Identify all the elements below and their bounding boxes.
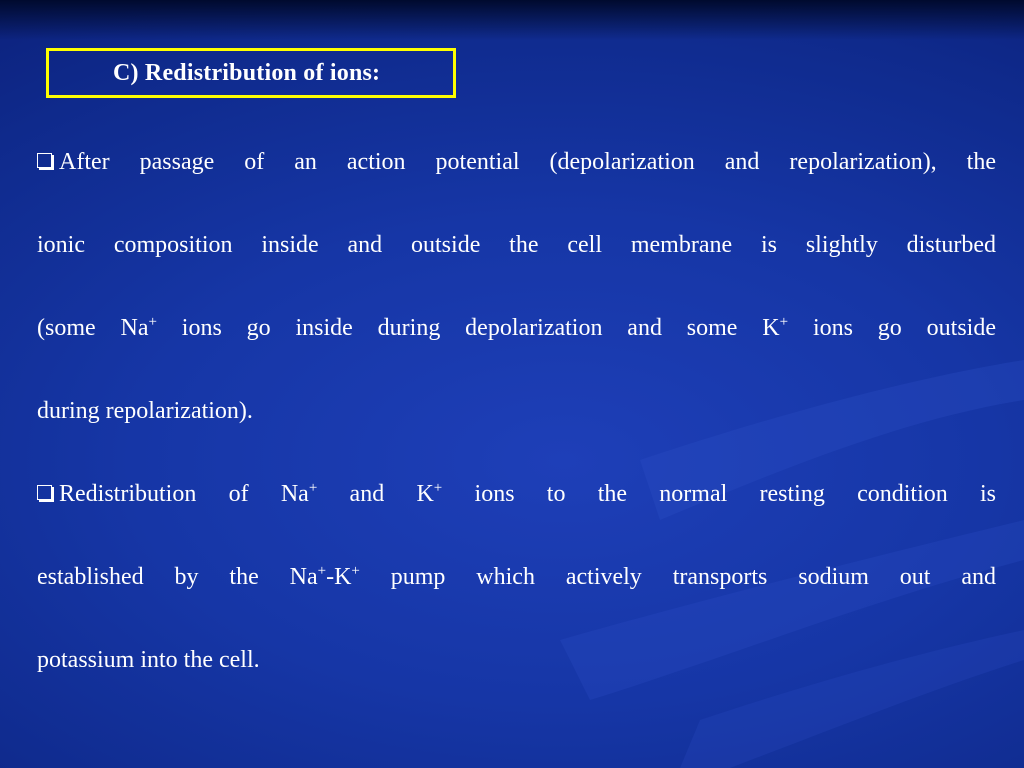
- text-span: established by the Na: [37, 564, 318, 590]
- top-shade: [0, 0, 1024, 40]
- text-span: -K: [326, 564, 352, 590]
- superscript-plus: +: [433, 480, 443, 496]
- superscript-plus: +: [148, 314, 157, 330]
- checkbox-bullet-icon: [37, 153, 52, 168]
- text-span: ions to the normal resting condition is: [442, 481, 996, 507]
- superscript-plus: +: [351, 563, 360, 579]
- superscript-plus: +: [779, 314, 789, 330]
- text-span: ions go outside: [788, 315, 996, 341]
- superscript-plus: +: [308, 480, 318, 496]
- checkbox-bullet-icon: [37, 485, 52, 500]
- text-span: pump which actively transports sodium out and: [359, 564, 996, 590]
- superscript-plus: +: [317, 563, 327, 579]
- paragraph1-line4: [37, 385, 996, 468]
- text-span: during repolarization).: [37, 398, 253, 424]
- text-span: After passage of an action potential (depolarization and repolarization), the: [59, 149, 996, 175]
- text-span: potassium into the cell.: [37, 647, 260, 673]
- paragraph1-line2: [37, 219, 996, 302]
- text-span: and K: [317, 481, 434, 507]
- paragraph2-line1: [37, 468, 996, 551]
- text-span: ionic composition inside and outside the cell membrane is slightly disturbed: [37, 232, 996, 258]
- slide-content: [37, 136, 996, 717]
- text-span: Redistribution of Na: [59, 481, 309, 507]
- slide-title: C) Redistribution of ions:: [113, 60, 381, 86]
- text-span: ions go inside during depolarization and some K: [156, 315, 780, 341]
- paragraph2-line3: [37, 634, 996, 717]
- paragraph1-line3: [37, 302, 996, 385]
- paragraph1-line1: [37, 136, 996, 219]
- paragraph2-line2: [37, 551, 996, 634]
- title-box: [46, 48, 456, 98]
- text-span: (some Na: [37, 315, 149, 341]
